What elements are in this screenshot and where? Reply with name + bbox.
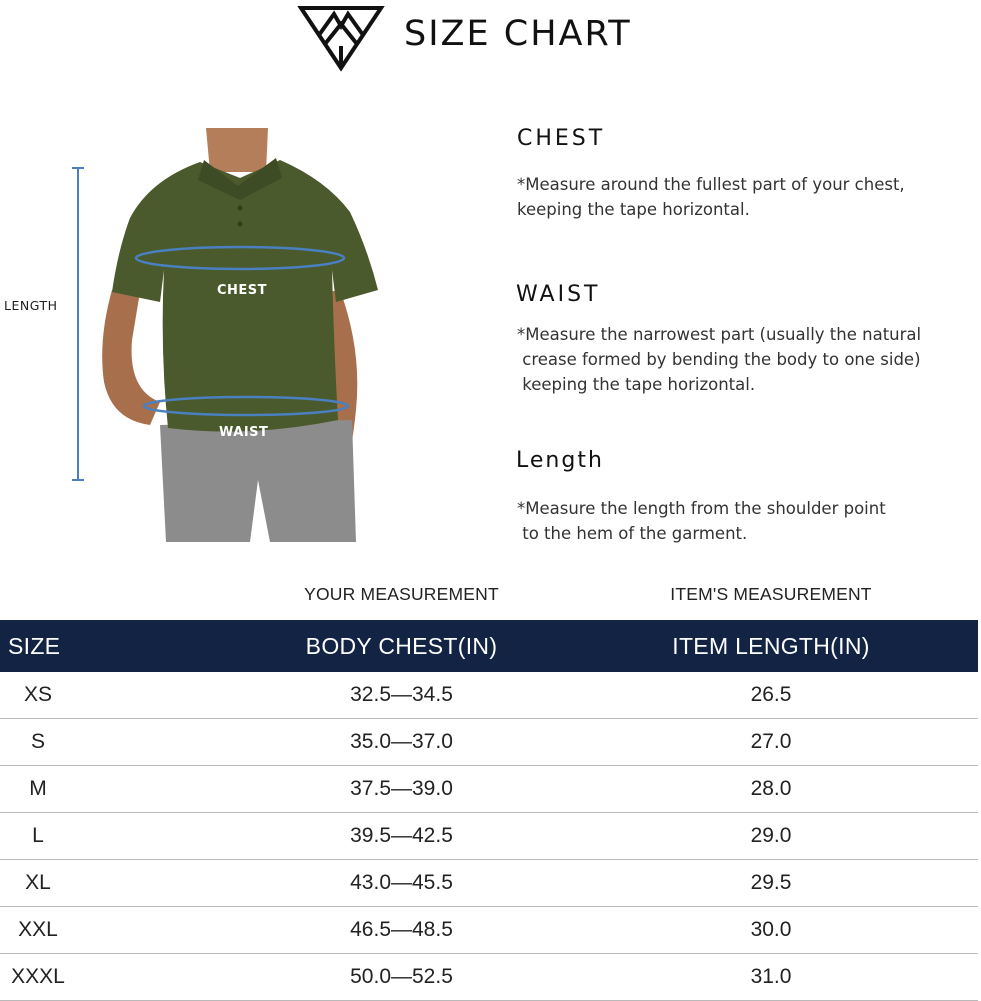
size-cell: M bbox=[29, 777, 47, 800]
item-measurement-group-label: ITEM'S MEASUREMENT bbox=[670, 584, 872, 604]
body-chest-cell: 39.5—42.5 bbox=[350, 824, 453, 847]
waist-description: *Measure the narrowest part (usually the natural crease formed by bending the body to one side) keeping the tape horizontal. bbox=[517, 325, 922, 394]
chest-description: *Measure around the fullest part of your chest, keeping the tape horizontal. bbox=[517, 175, 905, 219]
size-table-body bbox=[0, 672, 978, 1001]
length-description: *Measure the length from the shoulder point to the hem of the garment. bbox=[517, 499, 886, 543]
body-chest-cell: 32.5—34.5 bbox=[350, 683, 453, 706]
brand-logo bbox=[297, 2, 385, 72]
page-title: SIZE CHART bbox=[404, 14, 632, 54]
column-header-body-chest: BODY CHEST(IN) bbox=[305, 633, 498, 659]
size-cell: XS bbox=[23, 683, 52, 706]
size-cell: XL bbox=[25, 871, 51, 894]
length-figure-label: LENGTH bbox=[4, 298, 58, 313]
table-row bbox=[0, 954, 978, 1001]
body-chest-cell: 46.5—48.5 bbox=[350, 918, 453, 941]
item-length-cell: 31.0 bbox=[750, 965, 792, 988]
table-header bbox=[0, 620, 978, 672]
item-length-cell: 29.5 bbox=[750, 871, 792, 894]
waist-figure-label: WAIST bbox=[219, 425, 269, 440]
item-length-cell: 26.5 bbox=[750, 683, 792, 706]
item-length-cell: 30.0 bbox=[750, 918, 792, 941]
size-cell: XXL bbox=[18, 918, 58, 941]
body-chest-cell: 50.0—52.5 bbox=[350, 965, 453, 988]
column-header-item-length: ITEM LENGTH(IN) bbox=[672, 633, 870, 659]
column-header-size: SIZE bbox=[8, 633, 61, 659]
table-row bbox=[0, 907, 978, 954]
table-row bbox=[0, 719, 978, 766]
table-row bbox=[0, 766, 978, 813]
model-illustration bbox=[0, 120, 400, 550]
body-chest-cell: 37.5—39.0 bbox=[350, 777, 453, 800]
size-cell: S bbox=[30, 730, 45, 753]
your-measurement-group-label: YOUR MEASUREMENT bbox=[304, 584, 499, 604]
table-row bbox=[0, 813, 978, 860]
size-cell: XXXL bbox=[11, 965, 65, 988]
table-row bbox=[0, 860, 978, 907]
body-chest-cell: 35.0—37.0 bbox=[350, 730, 453, 753]
model-figure bbox=[0, 120, 400, 550]
mountain-triangle-logo-icon bbox=[297, 2, 385, 72]
item-length-cell: 27.0 bbox=[750, 730, 792, 753]
chest-figure-label: CHEST bbox=[217, 283, 268, 298]
item-length-cell: 28.0 bbox=[750, 777, 792, 800]
length-heading: Length bbox=[516, 448, 604, 473]
size-cell: L bbox=[32, 824, 44, 847]
table-row bbox=[0, 672, 978, 719]
waist-heading: WAIST bbox=[516, 282, 601, 307]
chest-heading: CHEST bbox=[517, 126, 606, 151]
item-length-cell: 29.0 bbox=[750, 824, 792, 847]
body-chest-cell: 43.0—45.5 bbox=[350, 871, 453, 894]
